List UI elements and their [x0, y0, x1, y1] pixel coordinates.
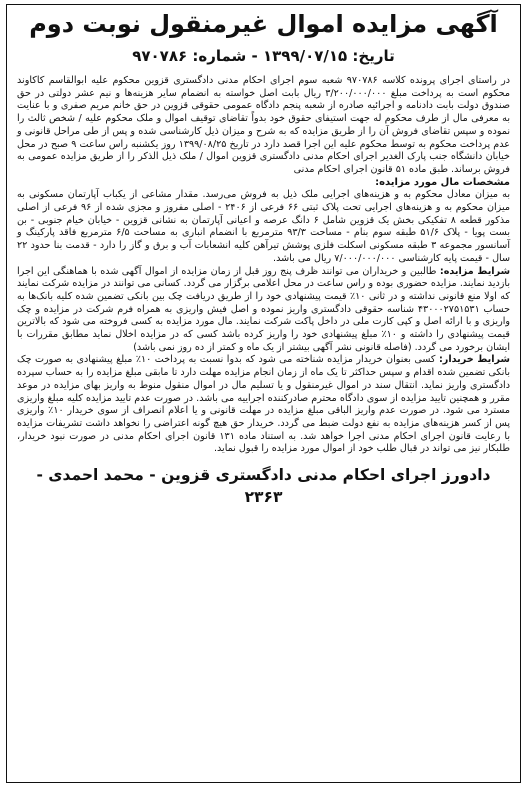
buyer-conditions-heading: شرایط خریدار:: [438, 354, 510, 366]
auction-conditions-text: طالبین و خریداران می توانند ظرف پنج روز قبل از زمان مزایده از اموال آگهی شده با هماهنگی این اجرا بازدید نمایند. مزایده حضوری بوده و راس ساعت در محل اعلامی برگزار می گردد. کسانی می توانند در مزایده شرکت نمایند که اولا منع قانونی نداشته و در ثانی ۱۰٪ قیمت پیشنهادی خود را از طریق دریافت چک بین بانکی تضمین شده کلیه بانک‌ها به حساب ۴۳۰۰۰۲۷۵۱۵۳۱ شناسه حقوقی دادگستری واریز نموده و اصل فیش واریزی به همراه فرم شرکت در مزایده و چک واریزی و با ارائه اصل و کپی کارت ملی در داخل پاکت شرکت نمایند. مال مورد مزایده به کسی فروخته می شود که بالاترین قیمت پیشنهادی را داشته و ۱۰٪ مبلغ پیشنهادی خود را واریز کرده باشد کسی که در مزایده اخلال نماید مطابق مقررات با ایشان برخورد می گردد. (فاصله قانونی نشر آگهی بیشتر از یک ماه و کمتر از ده روز نمی باشد): [17, 265, 510, 353]
property-section: [17, 177, 510, 190]
buyer-conditions: [17, 354, 510, 456]
intro-paragraph: در راستای اجرای پرونده کلاسه ۹۷۰۷۸۶ شعبه سوم اجرای احکام مدنی دادگستری قزوین محکوم علیه ابوالقاسم کاکاوند محکوم است به پرداخت مبلغ ۳/۲۰۰/۰۰۰/۰۰۰ ریال بابت اصل خواسته به انضمام سایر هزینه‌ها و نیم عشر دولتی در حق صندوق دولت بابت دادنامه و اجرائیه صادره از شعبه پنجم دادگاه عمومی حقوقی قزوین در حق خانم مریم صفری و با عنایت به معرفی مال از طرف محکوم له جهت استیفای حقوق خود بدواً تقاضای توقیف اموال و ملک محکوم علیه / شخص ثالث را نموده و سپس تقاضای فروش آن را از طریق مزایده که به شرح و میزان ذیل کارشناسی شده و پس از طی مراحل قانونی و عدم پرداخت محکوم به توسط محکوم علیه این اجرا قصد دارد در تاریخ ۱۳۹۹/۰۸/۲۵ روز یکشنبه راس ساعت ۹ صبح در محل خیابان دانشگاه جنب پارک الغدیر اجرای احکام مدنی دادگستری قزوین اموال / ملک ذیل الذکر را از طریق مزایده عمومی به فروش برساند. طبق ماده ۵۱ قانون اجرای احکام مدنی: [17, 75, 511, 175]
auction-conditions-heading: شرایط مزایده:: [439, 265, 510, 277]
notice-body: [17, 75, 510, 456]
buyer-conditions-text: کسی بعنوان خریدار مزایده شناخته می شود که بدوا نسبت به پرداخت ۱۰٪ مبلغ پیشنهادی به صورت چک بانکی تضمین شده اقدام و سپس حداکثر تا یک ماه از زمان انجام مزایده مهلت دارد تا مابقی مبلغ مزایده را به حساب سپرده دادگستری واریز نماید. انتقال سند در اموال غیرمنقول و یا تسلیم مال در اموال منقول منوط به واریز بهای مزایده در موعد مقرر و همچنین تایید مزایده از سوی دادگاه محترم صادرکننده اجراییه می باشد. در صورت عدم تایید مزایده کلیه مبلغ واریزی مسترد می شود. در صورت عدم واریز الباقی مبلغ مزایده در مهلت قانونی و یا اعلام انصراف از سوی خریدار ۱۰٪ واریزی پس از کسر هزینه‌های مزایده به نفع دولت ضبط می گردد. خریدار حق هیچ گونه اعتراضی را نخواهد داشت تشریفات مزایده با رعایت قانون اجرای احکام مدنی اجرا خواهد شد. به استناد ماده ۱۳۱ قانون اجرای احکام مدنی در صورت نبود خریدار، طلبکار نیز می تواند در قبال طلب خود از اموال مورد مزایده را قبول نماید.: [17, 354, 511, 455]
signature-footer: دادورز اجرای احکام مدنی دادگستری قزوین - محمد احمدی - ۲۳۶۳: [36, 466, 491, 507]
notice-border: [6, 4, 521, 783]
auction-conditions: [17, 266, 510, 355]
property-heading: مشخصات مال مورد مزایده:: [375, 176, 510, 188]
notice-title: آگهی مزایده اموال غیرمنقول نوبت دوم: [29, 10, 498, 38]
date-and-number: تاریخ: ۱۳۹۹/۰۷/۱۵ - شماره: ۹۷۰۷۸۶: [132, 47, 395, 65]
notice-content: [7, 5, 520, 508]
property-paragraph: به میزان معادل محکوم به و هزینه‌های اجرایی ملک ذیل به فروش می‌رسد. مقدار مشاعی از یکباب آپارتمان مسکونی به میزان محکوم به و هزینه‌های اجرایی تحت پلاک ثبتی ۶۶ فرعی از ۲۴۰۶ - اصلی مفروز و مجزی شده از ۹۶ فرعی از اصلی مذکور قطعه ۸ تفکیکی بخش یک قزوین شامل ۶ دانگ عرصه و اعیانی آپارتمان به نشانی قزوین - خیابان خیام جنوبی - بن بست پویا - پلاک ۵۱/۶ طبقه سوم بنام - مساحت ۹۳/۳ مترمربع با انضمام انباری به مساحت ۶/۵ مترمربع فاقد پارکینگ و آسانسور مجموعه ۳ طبقه مسکونی اسکلت فلزی پوشش تیرآهن کلیه انشعابات آب و برق و گاز را دارد - قدمت بنا حدود ۲۲ سال - قیمت پایه کارشناسی ۷/۰۰۰/۰۰۰/۰۰۰ ریال می باشد.: [17, 189, 511, 264]
